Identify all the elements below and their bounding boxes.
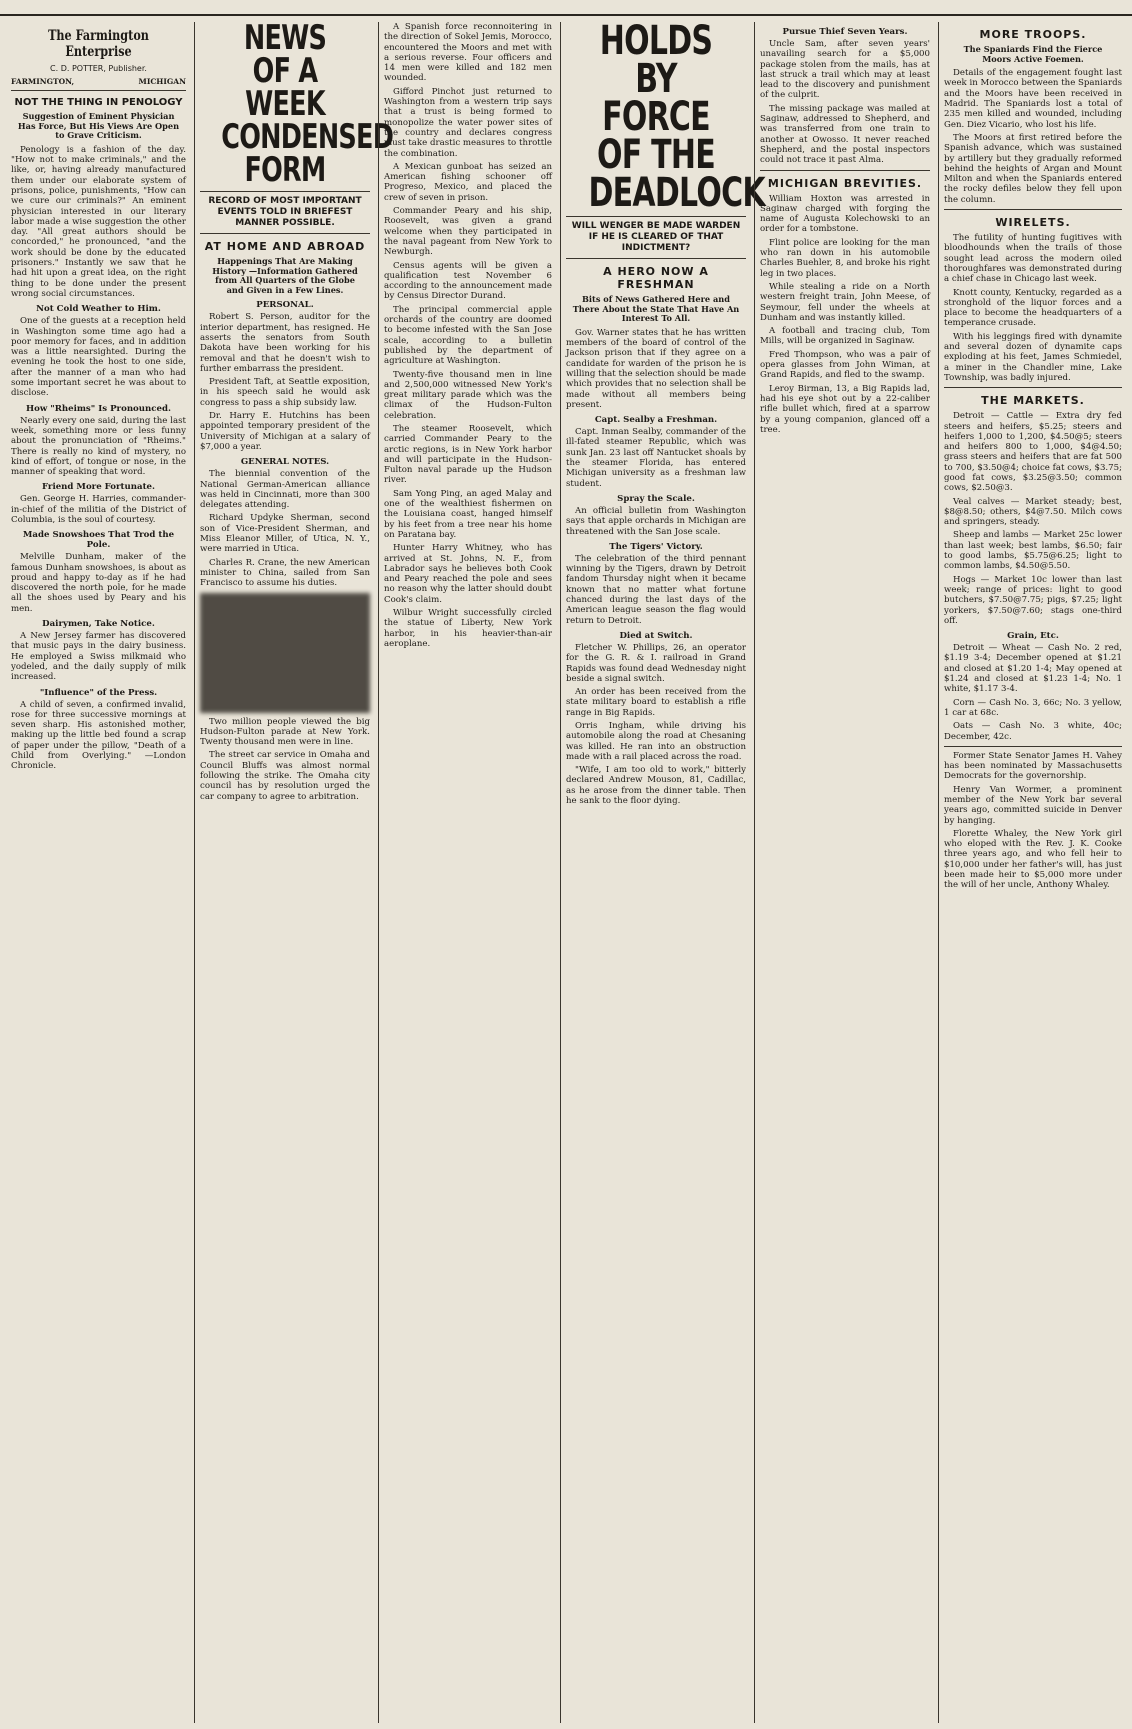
divider [944,387,1122,388]
article-paragraph: The biennial convention of the National German-American alliance was held in Cincinnati, more than 300 delegates attending. [200,469,370,511]
article-heading: Capt. Sealby a Freshman. [594,415,718,426]
article-heading: Dairymen, Take Notice. [42,619,155,630]
article-paragraph: Gifford Pinchot just returned to Washington from a western trip says that a trust is being formed to monopolize the water power sites of the country and declares congress must take drastic measures to throttle the combination. [384,86,552,159]
article-paragraph: Wilbur Wright successfully circled the statue of Liberty, New York harbor, in his heavier-than-air aeroplane. [384,608,552,649]
column-1 [6,22,191,1723]
section-title: NEWS OF A WEEK CONDENSED FORM [221,18,394,190]
article-paragraph: Commander Peary and his ship, Roosevelt, was given a grand welcome when they participated in the naval pageant from New York to Newburgh. [384,206,552,258]
article-paragraph: Flint police are looking for the man who ran down in his automobile Charles Buehler, 8, and broke his right leg in two places. [760,237,930,279]
article-paragraph: The steamer Roosevelt, which carried Commander Peary to the arctic regions, is in New York harbor and will participate in the Hudson-Fulton naval parade up the Hudson river. [384,423,552,486]
article-paragraph: Hunter Harry Whitney, who has arrived at St. Johns, N. F., from Labrador says he believes both Cook and Peary reached the pole and sees no reason why the latter should doubt Cook's claim. [384,543,552,605]
divider [200,233,370,234]
section-subtitle: RECORD OF MOST IMPORTANT EVENTS TOLD IN BRIEFEST MANNER POSSIBLE. [208,196,362,228]
section-subtitle: WILL WENGER BE MADE WARDEN IF HE IS CLEARED OF THAT INDICTMENT? [571,221,741,253]
article-paragraph: One of the guests at a reception held in Washington some time ago had a poor memory for faces, and in addition was a little nearsighted. During the evening he took the host to one side, after the manner of a man who had some important secret he was about to disclose. [11,316,186,399]
article-paragraph: A child of seven, a confirmed invalid, rose for three successive mornings at seven sharp. His astonished mother, making up the little bed found a scrap of paper under the pillow, "Death of a Child from Overlying." —London Chronicle. [11,699,186,772]
divider [11,90,186,91]
article-paragraph: With his leggings fired with dynamite and several dozen of dynamite caps exploding at his feet, James Schmiedel, a miner in the Chandler mine, Lake Township, was badly injured. [944,331,1122,383]
divider [566,258,746,259]
column-2 [194,18,394,1723]
article-paragraph: Capt. Inman Sealby, commander of the ill-fated steamer Republic, which was sunk Jan. 23 last off Nantucket shoals by the steamer Florida, has entered Michigan university as a freshman law student. [566,427,746,489]
article-paragraph: A Spanish force reconnoitering in the direction of Sokel Jemis, Morocco, encountered the Moors and met with a serious reverse. Four officers and 14 men were killed and 182 men wounded. [384,22,552,84]
article-paragraph: The missing package was mailed at Saginaw, addressed to Shepherd, and was transferred from one train to another at Owosso. It never reached Shepherd, and the postal inspectors could not trace it past Alma. [760,103,930,166]
article-heading: Pursue Thief Seven Years. [782,27,908,37]
section-heading: MORE TROOPS. [979,28,1087,41]
article-paragraph: Nearly every one said, during the last week, something more or less funny about the pronunciation of "Rheims." There is really no kind of mystery, no kind of effort, of tongue or nose, in the manner of speaking that word. [11,415,186,478]
section-title: HOLDS BY FORCE OF THE DEADLOCK [588,18,765,216]
article-paragraph: Penology is a fashion of the day. "How not to make criminals," and the like, or, having already manufactured them under our elaborate system of prisons, police, punishments, "How can we cure our criminals?" An eminent physician interested in our literary labor made a wise suggestion the other day. "All great authors should be concorded," he pronounced, "and the work should be done by the educated prisoners." Instantly we saw that he had hit upon a great idea, on the right thing to be done under the present wrong social circumstances. [11,144,186,299]
article-paragraph: The principal commercial apple orchards of the country are doomed to become infested with the San Jose scale, according to a bulletin published by the department of agriculture at Washington. [384,304,552,367]
article-paragraph: Fletcher W. Phillips, 26, an operator for the G. R. & I. railroad in Grand Rapids was found dead Wednesday night beside a signal switch. [566,642,746,684]
article-paragraph: A football and tracing club, Tom Mills, will be organized in Saginaw. [760,326,930,347]
article-paragraph: The futility of hunting fugitives with bloodhounds when the trails of those sought lead across the modern oiled thoroughfares was demonstrated during a chief chase in Chicago last week. [944,233,1122,285]
masthead-title: The Farmington Enterprise [48,28,149,60]
article-paragraph: The celebration of the third pennant winning by the Tigers, drawn by Detroit fandom Thursday night when it became known that no matter what fortune chanced during the last days of the American league season the flag would return to Detroit. [566,553,746,626]
article-heading: Friend More Fortunate. [41,482,156,493]
section-heading: WIRELETS. [995,216,1071,230]
article-paragraph: A Mexican gunboat has seized an American fishing schooner off Progreso, Mexico, and placed the crew of seven in prison. [384,161,552,203]
masthead-location [11,77,186,86]
article-paragraph: An order has been received from the state military board to establish a rifle range in Big Rapids. [566,687,746,718]
article-paragraph: The street car service in Omaha and Council Bluffs was almost normal following the strike. The Omaha city council has by resolution urged the car company to agree to arbitration. [200,750,370,802]
article-paragraph: Details of the engagement fought last week in Morocco between the Spaniards and the Moors have been received in Madrid. The Spaniards lost a total of 235 men killed and wounded, including Gen. Diez Vicario, who lost his life. [944,68,1122,130]
article-heading: Made Snowshoes That Trod the Pole. [22,530,175,551]
article-paragraph: Richard Updyke Sherman, second son of Vice-President Sherman, and Miss Eleanor Miller, of Utica, N. Y., were married in Utica. [200,513,370,555]
market-heading: Grain, Etc. [1007,631,1059,642]
article-heading: How "Rheims" Is Pronounced. [26,403,171,414]
market-paragraph: Sheep and lambs — Market 25c lower than last week; best lambs, $6.50; fair to good lambs, $5.75@6.25; light to common lambs, $4.50@5.50. [944,530,1122,572]
market-paragraph: Corn — Cash No. 3, 66c; No. 3 yellow, 1 car at 68c. [944,697,1122,718]
divider [566,216,746,217]
section-heading: THE MARKETS. [981,394,1085,408]
article-paragraph: Uncle Sam, after seven years' unavailing search for a $5,000 package stolen from the mails, has at last struck a trail which may at least lead to the discovery and punishment of the culprit. [760,39,930,101]
market-paragraph: Hogs — Market 10c lower than last week; range of prices: light to good butchers, $7.50@7.75; pigs, $7.25; light yorkers, $7.50@7.60; stags one-third off. [944,574,1122,626]
article-paragraph: Knott county, Kentucky, regarded as a stronghold of the liquor forces and a place to become the headquarters of a temperance crusade. [944,287,1122,329]
article-paragraph: President Taft, at Seattle exposition, in his speech said he would ask congress to pass a ship subsidy law. [200,377,370,408]
article-paragraph: A New Jersey farmer has discovered that music pays in the dairy business. He employed a Swiss milkmaid who yodeled, and the daily supply of milk increased. [11,631,186,683]
article-paragraph: William Hoxton was arrested in Saginaw charged with forging the name of Augusta Kolechowski to an order for a tombstone. [760,193,930,235]
damaged-print-area [200,593,370,713]
article-paragraph: Census agents will be given a qualification test November 6 according to the announcement made by Census Director Durand. [384,260,552,302]
market-paragraph: Veal calves — Market steady; best, $8@8.50; others, $4@7.50. Milch cows and springers, steady. [944,496,1122,528]
article-paragraph: Former State Senator James H. Vahey has been nominated by Massachusetts Democrats for the governorship. [944,750,1122,782]
divider [944,746,1122,747]
article-heading: PERSONAL. [256,300,314,311]
article-paragraph: Leroy Birman, 13, a Big Rapids lad, had his eye shot out by a 22-caliber rifle bullet which, fired at a sparrow by a young companion, glanced off a tree. [760,383,930,435]
article-paragraph: Two million people viewed the big Hudson-Fulton parade at New York. Twenty thousand men were in line. [200,716,370,748]
divider [200,191,370,192]
article-heading: The Tigers' Victory. [609,541,703,552]
masthead-state: MICHIGAN [138,77,186,86]
column-3 [378,22,557,1723]
column-4 [560,18,765,1723]
divider [944,209,1122,210]
masthead-town: FARMINGTON, [11,77,75,86]
article-paragraph: While stealing a ride on a North western freight train, John Meese, of Seymour, fell under the wheels at Dunham and was instantly killed. [760,281,930,323]
article-heading: Spray the Scale. [617,493,695,504]
section-subhead: The Spaniards Find the Fierce Moors Active Foemen. [963,44,1103,64]
article-heading: Not Cold Weather to Him. [36,304,161,315]
section-heading: MICHIGAN BREVITIES. [767,176,923,190]
section-subhead: Happenings That Are Making History —Information Gathered from All Quarters of the Globe and Given in a Few Lines. [212,256,358,295]
article-paragraph: Gen. George H. Harries, commander-in-chief of the militia of the District of Columbia, is the soul of courtesy. [11,494,186,525]
article-subhead: Suggestion of Eminent Physician Has Force, But His Views Are Open to Grave Criticism. [17,111,180,141]
top-rule [0,14,1132,16]
article-paragraph: Henry Van Wormer, a prominent member of the New York bar several years ago, committed suicide in Denver by hanging. [944,784,1122,826]
article-paragraph: Charles R. Crane, the new American minister to China, sailed from San Francisco to assume his duties. [200,557,370,589]
article-paragraph: Twenty-five thousand men in line and 2,500,000 witnessed New York's great military parade which was the climax of the Hudson-Fulton celebration. [384,369,552,421]
article-paragraph: "Wife, I am too old to work," bitterly declared Andrew Mouson, 81, Cadillac, as he arose from the dinner table. Then he sank to the floor dying. [566,765,746,807]
article-paragraph: Orris Ingham, while driving his automobile along the road at Chesaning was killed. He ran into an obstruction made with a rail placed across the road. [566,720,746,762]
article-paragraph: Melville Dunham, maker of the famous Dunham snowshoes, is about as proud and happy to-day as if he had discovered the north pole, for he made all the shoes used by Peary and his men. [11,552,186,614]
article-heading: Died at Switch. [619,630,693,641]
column-6 [938,22,1127,1723]
market-paragraph: Detroit — Wheat — Cash No. 2 red, $1.19 3-4; December opened at $1.21 and closed at $1.20 1-4; May opened at $1.24 and closed at $1.23 1-4; No. 1 white, $1.17 3-4. [944,643,1122,695]
article-paragraph: Dr. Harry E. Hutchins has been appointed temporary president of the University of Michigan at a salary of $7,000 a year. [200,411,370,452]
masthead-publisher: C. D. POTTER, Publisher. [50,64,147,73]
article-paragraph: Fred Thompson, who was a pair of opera glasses from John Wiman, at Grand Rapids, and fled to the swamp. [760,349,930,381]
article-paragraph: Robert S. Person, auditor for the interior department, has resigned. He asserts the senators from South Dakota have been working for his removal and that he doesn't wish to further embarrass the president. [200,312,370,374]
divider [760,170,930,171]
article-paragraph: Florette Whaley, the New York girl who eloped with the Rev. J. K. Cooke three years ago, and who fell heir to $10,000 under her father's will, has just been made heir to $5,000 more under the will of her uncle, Anthony Whaley. [944,828,1122,891]
section-subhead: Bits of News Gathered Here and There About the State That Have An Interest To All. [572,294,740,324]
section-heading: AT HOME AND ABROAD [204,240,366,253]
section-heading: A HERO NOW A FRESHMAN [603,265,709,291]
article-paragraph: Sam Yong Ping, an aged Malay and one of the wealthiest fishermen on the Louisiana coast, hanged himself by his feet from a tree near his home on Paratana bay. [384,488,552,540]
article-heading: GENERAL NOTES. [240,457,330,468]
market-paragraph: Oats — Cash No. 3 white, 40c; December, 42c. [944,721,1122,742]
article-paragraph: The Moors at first retired before the Spanish advance, which was sustained by artillery but they gradually reformed behind the heights of Argan and Mount Milton and when the Spaniards entered the rocky defiles below they fell upon the column. [944,132,1122,205]
article-headline: NOT THE THING IN PENOLOGY [14,97,183,108]
column-5 [754,22,935,1723]
article-paragraph: Gov. Warner states that he has written members of the board of control of the Jackson prison that if they agree on a candidate for warden of the prison he is willing that the selection should be made which provides that no selection shall be made without all members being present. [566,327,746,410]
article-heading: "Influence" of the Press. [39,687,158,698]
market-paragraph: Detroit — Cattle — Extra dry fed steers and heifers, $5.25; steers and heifers 1,000 to 1,200, $4.50@5; steers and heifers 800 to 1,000, $4@4.50; grass steers and heifers that are fat 500 to 700, $3.50@4; choice fat cows, $3.75; good fat cows, $3.25@3.50; common cows, $2.50@3. [944,411,1122,494]
article-paragraph: An official bulletin from Washington says that apple orchards in Michigan are threatened with the San Jose scale. [566,505,746,537]
